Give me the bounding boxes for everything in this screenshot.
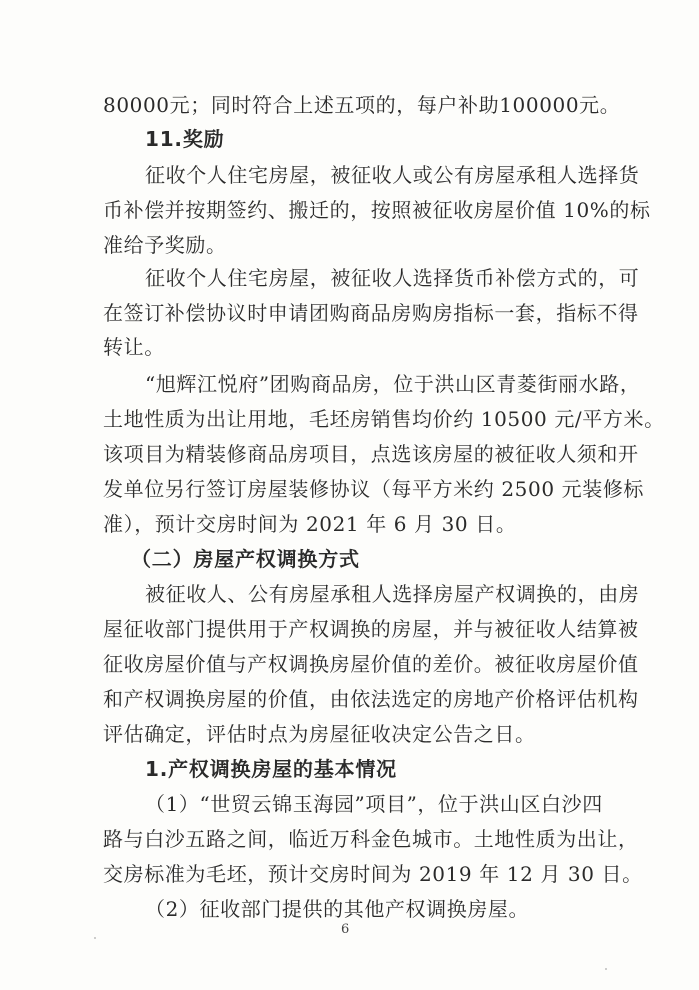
section-heading: 11.奖励 xyxy=(145,127,225,151)
text-line: 发单位另行签订房屋装修协议（每平方米约 2500 元装修标 xyxy=(103,477,645,501)
text-line: 路与白沙五路之间，临近万科金色城市。土地性质为出让， xyxy=(103,827,639,851)
text-line: （2）征收部门提供的其他产权调换房屋。 xyxy=(145,897,530,921)
text-line: 该项目为精装修商品房项目，点选该房屋的被征收人须和开 xyxy=(103,442,639,466)
text-line: 交房标准为毛坯，预计交房时间为 2019 年 12 月 30 日。 xyxy=(103,862,643,886)
text-line: 币补偿并按期签约、搬迁的，按照被征收房屋价值 10%的标 xyxy=(103,198,651,222)
text-line: （1）“世贸云锦玉海园”项目”，位于洪山区白沙四 xyxy=(145,792,603,816)
text-line: 征收个人住宅房屋，被征收人选择货币补偿方式的，可 xyxy=(145,266,640,290)
text-line: 土地性质为出让用地，毛坯房销售均价约 10500 元/平方米。 xyxy=(103,407,665,431)
text-line: 转让。 xyxy=(103,335,165,359)
text-line: 征收房屋价值与产权调换房屋价值的差价。被征收房屋价值 xyxy=(103,652,639,676)
text-line: 评估确定，评估时点为房屋征收决定公告之日。 xyxy=(103,722,536,746)
section-heading: （二）房屋产权调换方式 xyxy=(131,547,360,571)
text-line: 屋征收部门提供用于产权调换的房屋，并与被征收人结算被 xyxy=(103,617,639,641)
page-number: 6 xyxy=(341,922,350,937)
text-line: 准给予奖励。 xyxy=(103,233,227,257)
scan-speck xyxy=(94,937,96,939)
text-line: 准），预计交房时间为 2021 年 6 月 30 日。 xyxy=(103,512,517,536)
text-line: 征收个人住宅房屋，被征收人或公有房屋承租人选择货 xyxy=(145,163,640,187)
text-line: 被征收人、公有房屋承租人选择房屋产权调换的，由房 xyxy=(145,582,640,606)
section-heading: 1.产权调换房屋的基本情况 xyxy=(145,757,397,781)
text-line: 和产权调换房屋的价值，由依法选定的房地产价格评估机构 xyxy=(103,687,639,711)
text-line: 80000元；同时符合上述五项的，每户补助100000元。 xyxy=(103,93,621,117)
text-line: “旭辉江悦府”团购商品房，位于洪山区青菱街丽水路， xyxy=(145,372,641,396)
text-line: 在签订补偿协议时申请团购商品房购房指标一套，指标不得 xyxy=(103,301,639,325)
scan-speck xyxy=(605,968,607,970)
